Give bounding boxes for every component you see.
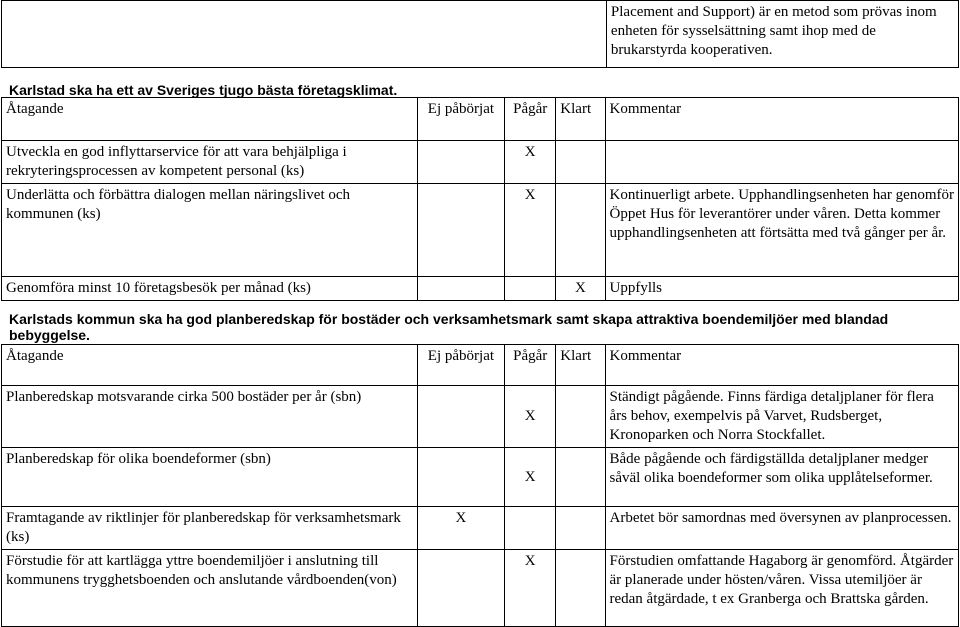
row-text: Förstudie för att kartlägga yttre boendemiljöer i anslutning till kommunens trygghetsboenden och anslutande vårdboenden(von) (2, 550, 418, 627)
section2-table (1, 344, 959, 627)
section1-table (1, 97, 959, 301)
row-klart: X (556, 277, 605, 301)
header-pagar: Pågår (505, 98, 556, 141)
section1-heading: Karlstad ska ha ett av Sveriges tjugo bästa företagsklimat. (9, 82, 398, 98)
row-pagar: X (505, 184, 556, 277)
row-kommentar: Kontinuerligt arbete. Upphandlingsenheten har genomför Öppet Hus för leverantörer under våren. Detta kommer upphandlingsenheten att förtsätta med två gånger per år. (605, 184, 959, 277)
row-kommentar: Uppfylls (605, 277, 959, 301)
comment-cell (606, 1, 958, 68)
header-pagar: Pågår (505, 345, 556, 386)
table-row (2, 277, 959, 301)
row-ej (417, 448, 504, 507)
row-klart (556, 507, 605, 550)
row-pagar: X (505, 448, 556, 507)
table-row (2, 386, 959, 448)
table-header-row (2, 98, 959, 141)
row-kommentar: Arbetet bör samordnas med översynen av planprocessen. (605, 507, 959, 550)
row-text: Framtagande av riktlinjer för planberedskap för verksamhetsmark (ks) (2, 507, 418, 550)
row-ej (417, 184, 504, 277)
top-table-fragment (1, 0, 959, 68)
row-klart (556, 184, 605, 277)
row-ej (417, 550, 504, 627)
row-klart (556, 448, 605, 507)
row-klart (556, 550, 605, 627)
row-pagar: X (505, 386, 556, 448)
row-kommentar: Förstudien omfattande Hagaborg är genomförd. Åtgärder är planerade under hösten/våren. Vissa utemiljöer är redan åtgärdade, t ex Granberga och Brattska gården. (605, 550, 959, 627)
header-klart: Klart (556, 98, 605, 141)
row-ej (417, 386, 504, 448)
row-text: Planberedskap för olika boendeformer (sbn) (2, 448, 418, 507)
row-pagar: X (505, 141, 556, 184)
header-kommentar: Kommentar (605, 98, 959, 141)
row-text: Planberedskap motsvarande cirka 500 bostäder per år (sbn) (2, 386, 418, 448)
header-klart: Klart (556, 345, 605, 386)
header-kommentar: Kommentar (605, 345, 959, 386)
empty-cell (2, 1, 607, 68)
row-pagar (505, 277, 556, 301)
header-ej-paborjat: Ej påbörjat (417, 345, 504, 386)
row-klart (556, 141, 605, 184)
section2-heading: Karlstads kommun ska ha god planberedskap för bostäder och verksamhetsmark samt skapa attraktiva boendemiljöer med blandad bebyggelse. (9, 311, 889, 343)
row-klart (556, 386, 605, 448)
top-comment-text: Placement and Support) är en metod som prövas inom enheten för sysselsättning samt ihop med de brukarstyrda kooperativen. (610, 4, 937, 58)
row-text: Genomföra minst 10 företagsbesök per månad (ks) (2, 277, 418, 301)
row-pagar (505, 507, 556, 550)
table-row (2, 184, 959, 277)
header-atagande: Åtagande (2, 345, 418, 386)
table-row (2, 507, 959, 550)
row-pagar: X (505, 550, 556, 627)
table-header-row (2, 345, 959, 386)
row-kommentar: Ständigt pågående. Finns färdiga detaljplaner för flera års behov, exempelvis på Varvet, Rudsberget, Kronoparken och Norra Stockfallet. (605, 386, 959, 448)
row-ej (417, 141, 504, 184)
table-row (2, 550, 959, 627)
table-row (2, 141, 959, 184)
row-ej: X (417, 507, 504, 550)
table-row (2, 448, 959, 507)
header-atagande: Åtagande (2, 98, 418, 141)
row-text: Utveckla en god inflyttarservice för att vara behjälpliga i rekryteringsprocessen av kompetent personal (ks) (2, 141, 418, 184)
header-ej-paborjat: Ej påbörjat (417, 98, 504, 141)
row-kommentar: Både pågående och färdigställda detaljplaner medger såväl olika boendeformer som olika upplåtelseformer. (605, 448, 959, 507)
row-kommentar (605, 141, 959, 184)
row-ej (417, 277, 504, 301)
row-text: Underlätta och förbättra dialogen mellan näringslivet och kommunen (ks) (2, 184, 418, 277)
